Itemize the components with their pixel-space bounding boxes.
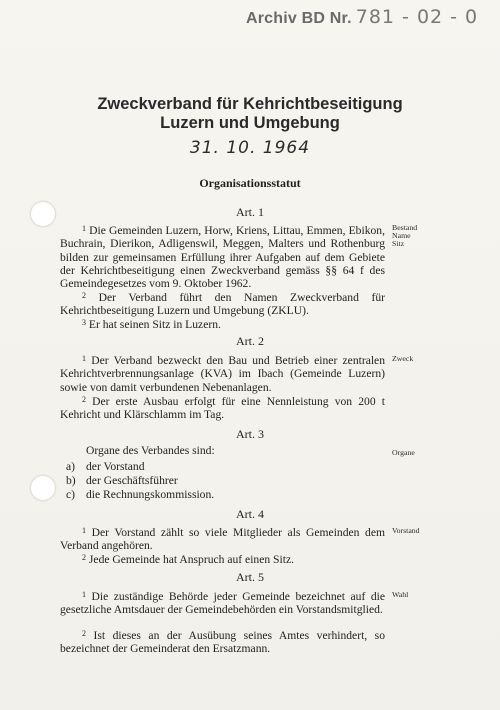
paragraph-number: 1 <box>82 354 86 363</box>
paragraph-text: Er hat seinen Sitz in Luzern. <box>88 318 221 331</box>
paragraph-number: 2 <box>82 629 86 638</box>
paragraph-text: Jede Gemeinde hat Anspruch auf einen Sitz. <box>88 553 294 566</box>
list-item <box>66 488 214 501</box>
article-5-paragraph-2 <box>60 627 385 656</box>
document-title-line1: Zweckverband für Kehrichtbeseitigung <box>97 95 403 113</box>
article-4-heading: Art. 4 <box>236 507 264 521</box>
paragraph-number: 1 <box>82 224 86 233</box>
punch-hole-bottom <box>30 475 56 501</box>
article-2-margin-note: Zweck <box>392 354 414 363</box>
section-heading: Organisationsstatut <box>199 176 301 190</box>
paragraph-number: 2 <box>82 395 86 404</box>
paragraph-number: 3 <box>82 318 86 327</box>
article-4-paragraph-1 <box>60 524 385 553</box>
article-2-paragraph-2 <box>60 393 385 422</box>
paragraph-number: 2 <box>82 291 86 300</box>
article-4-paragraph-2 <box>60 551 385 566</box>
paragraph-number: 1 <box>82 526 86 535</box>
paragraph-text: Ist dieses an der Ausübung seines Amtes verhindert, so bezeichnet der Gemeinderat den Ersatzmann. <box>60 629 385 656</box>
article-5-paragraph-1 <box>60 588 385 617</box>
paragraph-text: Der Vorstand zählt so viele Mitglieder als Gemeinden dem Verband angehören. <box>60 526 385 553</box>
article-3-heading: Art. 3 <box>236 427 264 441</box>
archive-label: Archiv BD Nr. <box>246 10 352 27</box>
list-item <box>66 474 178 487</box>
article-1-paragraph-1 <box>60 222 385 290</box>
article-1-paragraph-3 <box>60 316 385 331</box>
article-1-paragraph-2 <box>60 289 385 318</box>
punch-hole-top <box>30 201 56 227</box>
article-2-paragraph-1 <box>60 352 385 394</box>
margin-note-name: Name <box>392 231 411 241</box>
margin-note-sitz: Sitz <box>392 239 405 249</box>
list-item <box>66 460 145 473</box>
paragraph-text: Der Verband führt den Namen Zweckverband für Kehrichtbeseitigung Luzern und Umgebung (ZKLU). <box>60 291 385 318</box>
archive-number: 781 - 02 - 0 <box>355 6 479 28</box>
paragraph-number: 1 <box>82 590 86 599</box>
article-2-heading: Art. 2 <box>236 334 264 348</box>
list-item-text: der Geschäftsführer <box>86 474 178 487</box>
paragraph-text: Der Verband bezweckt den Bau und Betrieb einer zentralen Kehrichtverbrennungsanlage (KVA) im Ibach (Gemeinde Luzern) sowie von damit verbundenen Nebenanlagen. <box>60 354 386 394</box>
paragraph-text: Der erste Ausbau erfolgt für eine Nennleistung von 200 t Kehricht und Klärschlamm im Tag. <box>60 395 385 422</box>
archive-stamp <box>246 6 486 28</box>
list-item-label: a) <box>66 460 76 473</box>
list-item-label: c) <box>66 488 76 501</box>
list-item-text: die Rechnungskommission. <box>86 488 215 501</box>
article-5-margin-note: Wahl <box>392 590 409 599</box>
paragraph-text: Die zuständige Behörde jeder Gemeinde bezeichnet auf die gesetzliche Amtsdauer der Gemeindebehörden ein Vorstandsmitglied. <box>60 590 385 617</box>
article-4-margin-note: Vorstand <box>392 526 420 535</box>
list-item-label: b) <box>66 474 76 487</box>
paragraph-number: 2 <box>82 553 86 562</box>
document-title-line2: Luzern und Umgebung <box>160 114 340 132</box>
article-1-margin-note <box>392 224 452 249</box>
paragraph-text: Die Gemeinden Luzern, Horw, Kriens, Littau, Emmen, Ebikon, Buchrain, Dierikon, Adligenswil, Meggen, Malters und Rothenburg bilden zur gemeinsamen Erfüllung ihrer Aufgaben auf dem Gebiete der Kehrichtbeseitigung einen Zweckverband gemäss §§ 64 f des Gemeindegesetzes vom 9. Oktober 1962. <box>60 224 385 291</box>
margin-note-bestand: Bestand <box>392 223 418 232</box>
article-3-margin-note: Organe <box>392 448 415 457</box>
list-item-text: der Vorstand <box>86 460 145 473</box>
handwritten-date: 31. 10. 1964 <box>189 138 311 158</box>
article-5-heading: Art. 5 <box>236 570 264 584</box>
article-3-intro: Organe des Verbandes sind: <box>86 444 215 457</box>
article-1-heading: Art. 1 <box>236 205 264 219</box>
